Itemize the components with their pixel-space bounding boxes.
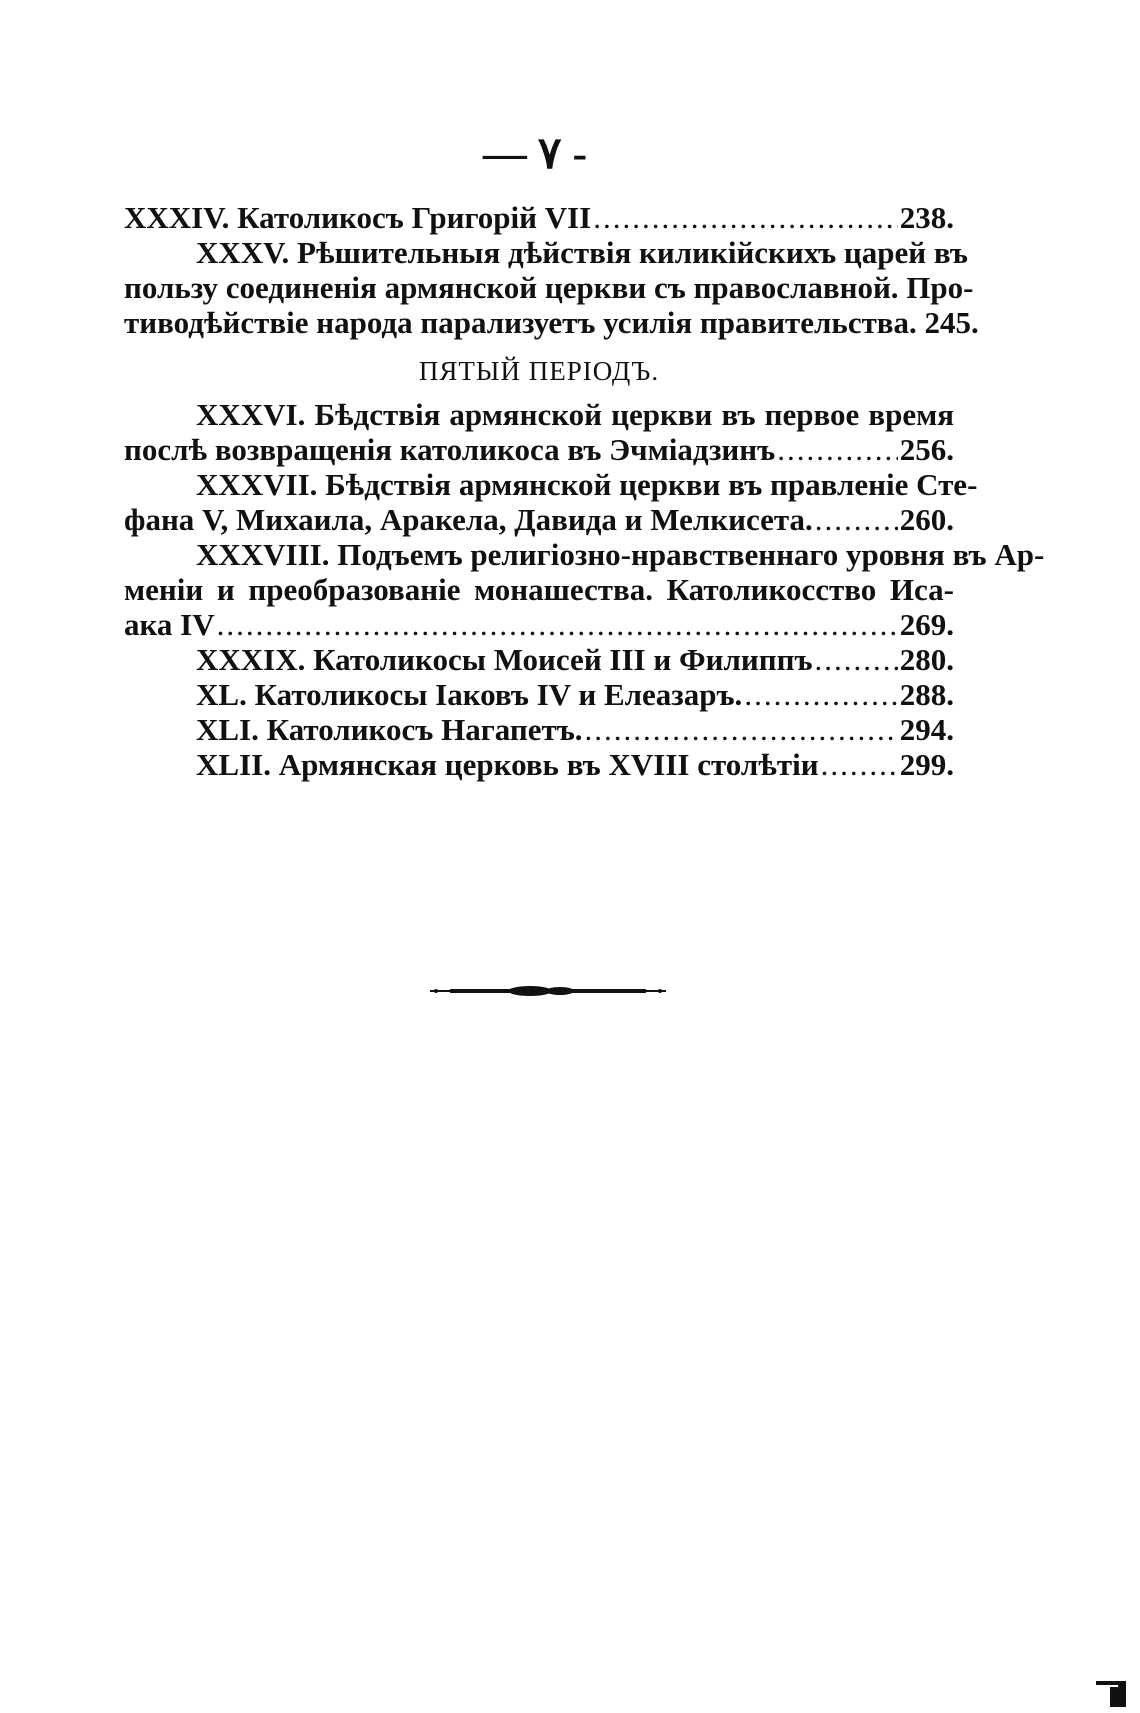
toc-entry-page: 269.	[899, 607, 954, 642]
toc-entry-34	[124, 200, 954, 235]
ornament-divider-icon	[430, 984, 666, 998]
toc-entry-title: XLII. Армянская церковь въ XVIII столѣтіи	[196, 747, 819, 782]
toc-entry-page: 288.	[899, 677, 954, 712]
toc-entry-page: 256.	[899, 432, 954, 467]
toc-entry-page: 280.	[899, 642, 954, 677]
dot-leader	[217, 607, 898, 642]
toc-entry-39	[124, 642, 954, 677]
toc-entry-title: XL. Католикосы Іаковъ IV и Елеазаръ.	[196, 677, 743, 712]
scan-corner-mark-icon	[1096, 1681, 1126, 1707]
toc-entry-35-line-1: XXXV. Рѣшительныя дѣйствія киликійскихъ царей въ	[196, 235, 968, 270]
toc-entry-title: ака IV	[124, 607, 215, 642]
toc-entry-page: 294.	[899, 712, 954, 747]
toc-entry-36-line-1: XXXVI. Бѣдствія армянской церкви въ первое время	[196, 397, 954, 432]
toc-entry-42	[124, 747, 954, 782]
toc-entry-38-line-3	[124, 607, 954, 642]
toc-entry-title: послѣ возвращенія католикоса въ Эчміадзинъ	[124, 432, 776, 467]
dot-leader	[815, 502, 898, 537]
toc-entry-37-line-1: XXXVII. Бѣдствія армянской церкви въ правленіе Сте-	[196, 467, 978, 502]
dot-leader	[585, 712, 898, 747]
dot-leader	[777, 432, 898, 467]
dot-leader	[744, 677, 897, 712]
toc-entry-37-line-2	[124, 502, 954, 537]
dot-leader	[593, 200, 898, 235]
toc-entry-title: XXXIV. Католикосъ Григорій VII	[124, 200, 592, 235]
toc-entry-41	[124, 712, 954, 747]
toc-entry-page: 260.	[899, 502, 954, 537]
dot-leader	[815, 642, 898, 677]
toc-entry-38-line-1: XXXVIII. Подъемъ религіозно-нравственнаго уровня въ Ар-	[196, 537, 1045, 572]
section-heading: ПЯТЫЙ ПЕРІОДЪ.	[418, 356, 660, 386]
toc-entry-35-line-3: тиводѣйствіе народа парализуетъ усилія правительства. 245.	[124, 305, 979, 340]
toc-entry-35-line-2: пользу соединенія армянской церкви съ православной. Про-	[124, 270, 974, 305]
toc-entry-page: 299.	[899, 747, 954, 782]
toc-entry-title: XXXIX. Католикосы Моисей III и Филиппъ	[196, 642, 813, 677]
page-number: — ۷ -	[482, 129, 588, 178]
dot-leader	[821, 747, 898, 782]
toc-entry-page: 238.	[899, 200, 954, 235]
table-of-contents	[124, 200, 1045, 782]
toc-entry-38-line-2: меніи и преобразованіе монашества. Католикосство Иса-	[124, 572, 954, 607]
toc-entry-title: фана V, Михаила, Аракела, Давида и Мелкисета.	[124, 502, 813, 537]
toc-entry-title: XLI. Католикосъ Нагапетъ.	[196, 712, 583, 747]
toc-entry-36-line-2	[124, 432, 954, 467]
toc-entry-40	[124, 677, 954, 712]
